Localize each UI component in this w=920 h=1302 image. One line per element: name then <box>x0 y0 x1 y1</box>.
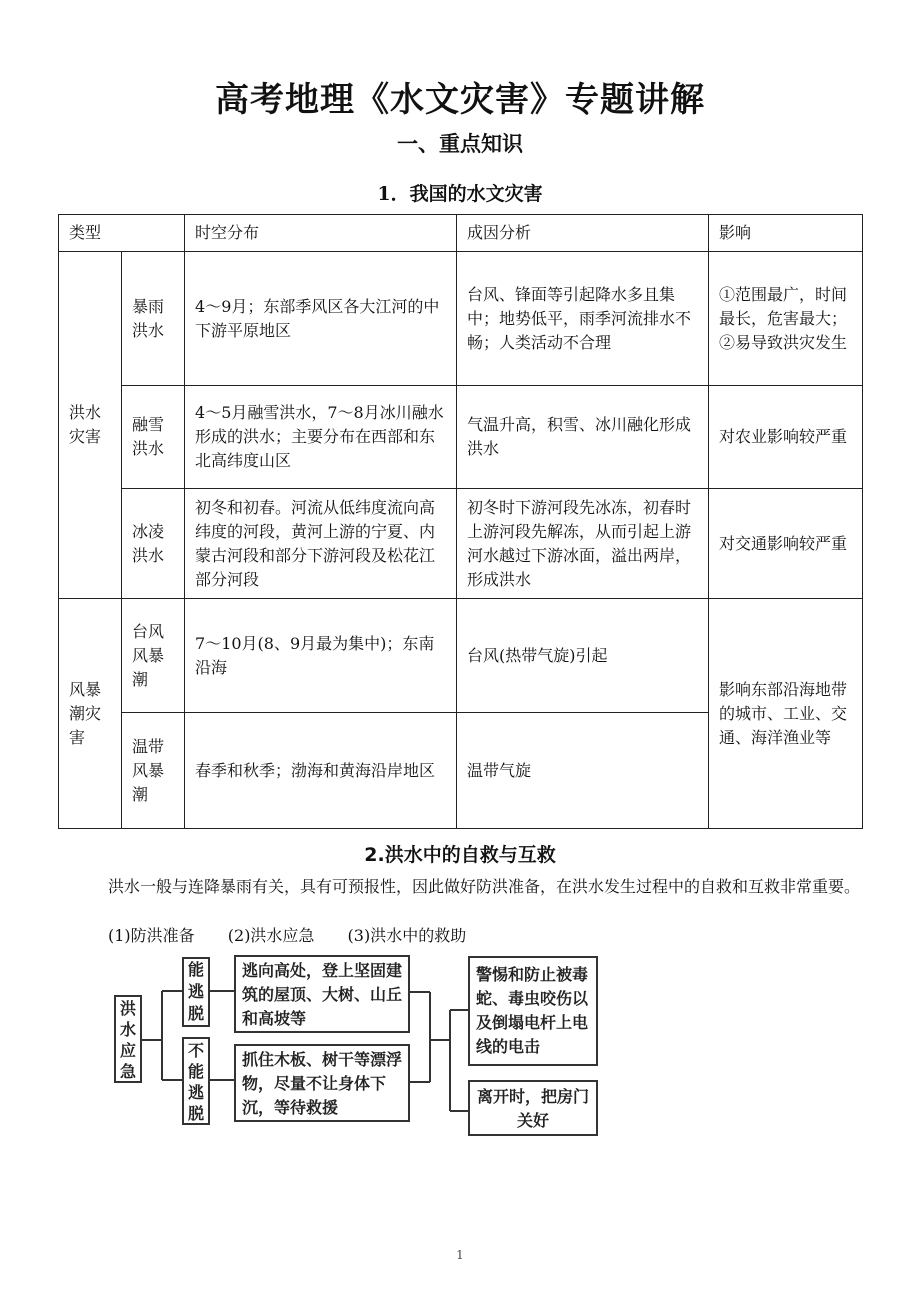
diagram-result2-label: 离开时，把房门关好 <box>476 1087 589 1130</box>
distribution-cell: 7～10月(8、9月最为集中)；东南沿海 <box>185 599 457 713</box>
impact-cell: 对交通影响较严重 <box>709 489 863 599</box>
impact-cell: ①范围最广，时间最长，危害最大； ②易导致洪灾发生 <box>709 252 863 386</box>
distribution-cell: 4～5月融雪洪水，7～8月冰川融水形成的洪水；主要分布在西部和东北高纬度山区 <box>185 386 457 489</box>
diagram-result2-box <box>468 1080 598 1136</box>
cause-cell: 初冬时下游河段先冰冻，初春时上游河段先解冻，从而引起上游河水越过下游冰面，溢出两岸，形成洪水 <box>457 489 709 599</box>
header-type: 类型 <box>59 215 185 252</box>
header-distribution: 时空分布 <box>185 215 457 252</box>
diagram-root-box <box>114 995 142 1083</box>
cause-cell: 台风、锋面等引起降水多且集中；地势低平，雨季河流排水不畅；人类活动不合理 <box>457 252 709 386</box>
diagram-branch1-label: 能逃脱 <box>188 960 205 1023</box>
section-heading-key-knowledge: 一、重点知识 <box>397 132 523 156</box>
subtype-cell: 冰凌洪水 <box>122 489 185 599</box>
subsection-heading-self-rescue: 2.洪水中的自救与互救 <box>364 844 556 866</box>
step-item: (2)洪水应急 <box>227 926 315 945</box>
subtype-cell: 台风风暴潮 <box>122 599 185 713</box>
distribution-cell: 春季和秋季；渤海和黄海沿岸地区 <box>185 713 457 829</box>
diagram-result1-label: 警惕和防止被毒蛇、毒虫咬伤以及倒塌电杆上电线的电击 <box>476 965 589 1056</box>
diagram-action2-label: 抓住木板、树干等漂浮物，尽量不让身体下沉，等待救援 <box>242 1050 403 1117</box>
diagram-result1-box <box>468 956 598 1066</box>
impact-cell: 影响东部沿海地带的城市、工业、交通、海洋渔业等 <box>709 599 863 829</box>
distribution-cell: 初冬和初春。河流从低纬度流向高纬度的河段，黄河上游的宁夏、内蒙古河段和部分下游河段及松花江部分河段 <box>185 489 457 599</box>
subsection-heading-hydro-disasters: 1．我国的水文灾害 <box>377 183 543 205</box>
diagram-action1-label: 逃向高处，登上坚固建筑的屋顶、大树、山丘和高坡等 <box>242 961 403 1028</box>
step-item: (3)洪水中的救助 <box>347 926 467 945</box>
group-flood: 洪水灾害 <box>59 252 122 599</box>
diagram-branch2-label: 不能逃脱 <box>188 1041 205 1123</box>
cause-cell: 气温升高，积雪、冰川融化形成洪水 <box>457 386 709 489</box>
page-title: 高考地理《水文灾害》专题讲解 <box>215 80 705 120</box>
header-cause: 成因分析 <box>457 215 709 252</box>
diagram-branch1-box <box>182 957 210 1027</box>
page-number: 1 <box>456 1248 464 1262</box>
impact-cell: 对农业影响较严重 <box>709 386 863 489</box>
distribution-cell: 4～9月；东部季风区各大江河的中下游平原地区 <box>185 252 457 386</box>
cause-cell: 台风(热带气旋)引起 <box>457 599 709 713</box>
group-storm-surge: 风暴潮灾害 <box>59 599 122 829</box>
diagram-root-label: 洪水应急 <box>120 999 137 1081</box>
diagram-branch2-box <box>182 1037 210 1125</box>
step-item: (1)防洪准备 <box>108 926 195 945</box>
subtype-cell: 温带风暴潮 <box>122 713 185 829</box>
diagram-action1-box <box>234 955 410 1033</box>
intro-paragraph: 洪水一般与连降暴雨有关，具有可预报性，因此做好防洪准备，在洪水发生过程中的自救和互救非常重要。 <box>108 877 861 896</box>
diagram-action2-box <box>234 1044 410 1122</box>
subtype-cell: 融雪洪水 <box>122 386 185 489</box>
header-impact: 影响 <box>709 215 863 252</box>
subtype-cell: 暴雨洪水 <box>122 252 185 386</box>
cause-cell: 温带气旋 <box>457 713 709 829</box>
